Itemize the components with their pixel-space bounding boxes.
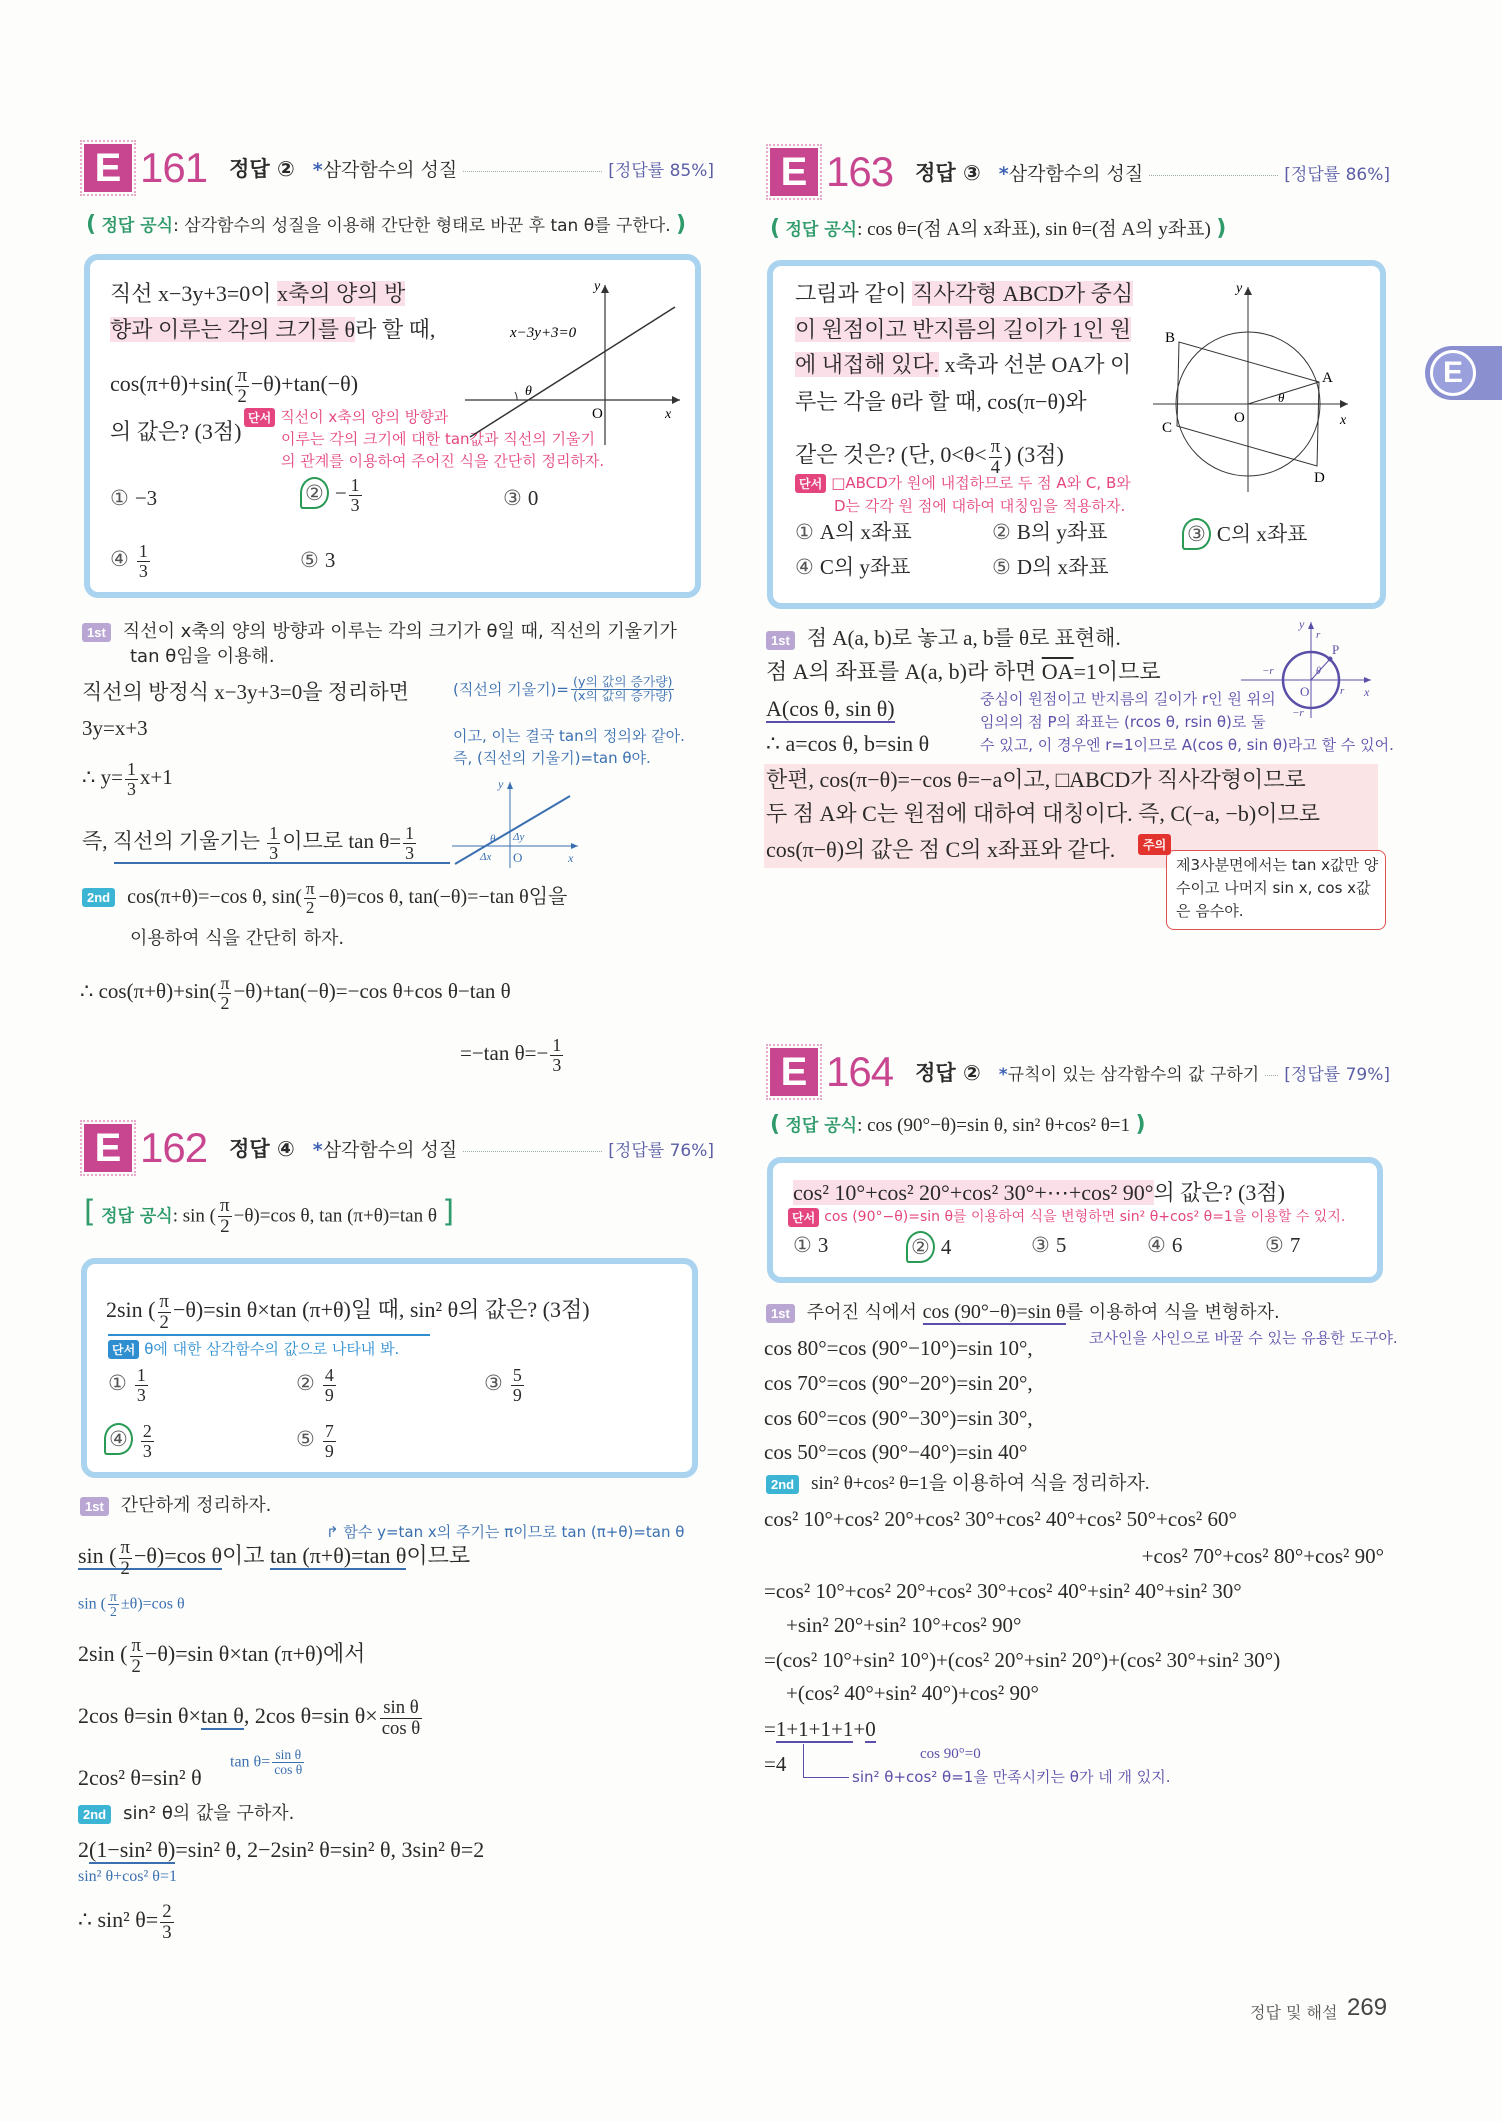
- solution-line: 직선의 방정식 x−3y+3=0을 정리하면: [82, 680, 409, 704]
- side-note-line: 중심이 원점이고 반지름의 길이가 r인 원 위의: [980, 690, 1276, 708]
- solution-line: 2(1−sin² θ)=sin² θ, 2−2sin² θ=sin² θ, 3sin² θ=2: [78, 1837, 485, 1862]
- section-badge: E: [770, 148, 818, 196]
- topic: *삼각함수의 성질: [312, 158, 458, 181]
- choice-4[interactable]: ④ 6: [1147, 1233, 1183, 1257]
- final-answer: =4: [764, 1752, 787, 1776]
- equation-line: +(cos² 40°+sin² 40°)+cos² 90°: [786, 1681, 1039, 1705]
- question-line: 직선 x−3y+3=0이 x축의 양의 방: [110, 281, 406, 306]
- choice-2[interactable]: ② − $\frac{1}{3}$: [300, 476, 364, 514]
- choice-5[interactable]: ⑤ D의 x좌표: [992, 555, 1109, 579]
- choice-3[interactable]: ③ 5: [1031, 1233, 1067, 1257]
- problem-161-header: [84, 140, 714, 196]
- arrow-connector: [803, 1744, 849, 1778]
- correct-rate: [정답률 79%]: [1284, 1064, 1390, 1085]
- choice-3[interactable]: ③ C의 x좌표: [1182, 518, 1307, 550]
- solution-line: cos 50°=cos (90°−40°)=sin 40°: [764, 1440, 1028, 1464]
- problem-163-header: [770, 144, 1390, 200]
- equation-line: +sin² 20°+sin² 10°+cos² 90°: [786, 1613, 1022, 1637]
- problem-164-header: [770, 1044, 1390, 1100]
- side-note: sin² θ+cos² θ=1: [78, 1868, 177, 1885]
- caution-line: 수이고 나머지 sin x, cos x값: [1176, 879, 1371, 897]
- side-note: cos 90°=0: [920, 1746, 981, 1762]
- page-number: 269: [1347, 1994, 1388, 2021]
- side-note-line: 임의의 점 P의 좌표는 (rcos θ, rsin θ)로 둘: [980, 713, 1266, 731]
- topic: *규칙이 있는 삼각함수의 값 구하기: [998, 1064, 1260, 1085]
- step-1: 1st 주어진 식에서 cos (90°−θ)=sin θ를 이용하여 식을 변형하자.: [766, 1298, 1280, 1327]
- solution-line: 두 점 A와 C는 원점에 대하여 대칭이다. 즉, C(−a, −b)이므로: [766, 801, 1321, 826]
- point-p-label: P: [1332, 642, 1340, 657]
- choice-3[interactable]: ③ 0: [503, 486, 539, 510]
- origin-label: O: [513, 850, 523, 865]
- leader-dots: [1149, 175, 1278, 176]
- circle-rectangle-graph: [1148, 282, 1358, 497]
- choice-5[interactable]: ⑤ 3: [300, 548, 336, 572]
- caution-line: 제3사분면에서는 tan x값만 양: [1176, 856, 1379, 874]
- unit-circle-graph: [1236, 618, 1376, 722]
- choice-2[interactable]: ② 4: [906, 1231, 951, 1263]
- hint: 단서 직선이 x축의 양의 방향과: [244, 406, 448, 428]
- side-note: sin ( $\frac{\pi}{2}$ ±θ)=cos θ: [78, 1589, 185, 1620]
- line-equation-label: x−3y+3=0: [510, 325, 577, 341]
- choice-5[interactable]: ⑤ 7: [1265, 1233, 1301, 1257]
- solution-line: cos(π−θ)의 값은 점 C의 x좌표와 같다.: [766, 837, 1116, 862]
- step-2: 2nd sin² θ+cos² θ=1을 이용하여 식을 정리하자.: [766, 1470, 1150, 1498]
- line-graph: [455, 280, 685, 455]
- question-line: 의 값은? (3점): [110, 419, 242, 444]
- choice-4[interactable]: ④ $\frac{2}{3}$: [104, 1422, 156, 1460]
- solution-line: ∴ a=cos θ, b=sin θ: [766, 731, 930, 756]
- solution-line: 한편, cos(π−θ)=−cos θ=−a이고, □ABCD가 직사각형이므로: [766, 767, 1306, 792]
- correct-rate: [정답률 85%]: [608, 160, 714, 181]
- question-line: 그림과 같이 직사각형 ABCD가 중심: [795, 281, 1134, 306]
- final-answer: ∴ sin² θ= $\frac{2}{3}$: [78, 1901, 172, 1943]
- choice-4[interactable]: ④ $\frac{1}{3}$: [110, 541, 148, 581]
- footer-label: 정답 및 해설: [1250, 2003, 1338, 2022]
- side-note-line: 이고, 이는 결국 tan의 정의와 같아.: [453, 727, 685, 745]
- hint-line: 이루는 각의 크기에 대한 tan값과 직선의 기울기: [281, 430, 596, 448]
- y-axis-label: y: [1299, 618, 1305, 631]
- answer-label: 정답 ②: [229, 157, 295, 181]
- origin-label: O: [1300, 684, 1310, 699]
- x-axis-label: x: [665, 407, 672, 422]
- question-line: 에 내접해 있다. x축과 선분 OA가 이: [795, 352, 1132, 377]
- theta-label: θ: [1278, 390, 1285, 405]
- delta-x-label: Δx: [480, 851, 492, 863]
- correct-rate: [정답률 86%]: [1284, 164, 1390, 185]
- point-d-label: D: [1314, 470, 1325, 486]
- r-label: r: [1316, 629, 1321, 641]
- side-note-line: 수 있고, 이 경우엔 r=1이므로 A(cos θ, sin θ)라고 할 수 있어.: [980, 736, 1394, 754]
- question-line: 같은 것은? (단, 0<θ< $\frac{\pi}{4}$ ) (3점): [795, 436, 1064, 478]
- answer-formula: ( 정답 공식: cos θ=(점 A의 x좌표), sin θ=(점 A의 y좌표) ): [770, 216, 1227, 241]
- theta-label: θ: [1316, 666, 1321, 677]
- chapter-tab-letter: E: [1430, 350, 1476, 396]
- answer-formula: ( 정답 공식: cos (90°−θ)=sin θ, sin² θ+cos² θ=1 ): [770, 1112, 1146, 1137]
- problem-number: 163: [826, 148, 894, 195]
- choice-4[interactable]: ④ C의 y좌표: [795, 555, 911, 579]
- equation-line: =cos² 10°+cos² 20°+cos² 30°+cos² 40°+sin² 40°+sin² 30°: [764, 1579, 1242, 1603]
- choice-1[interactable]: ① 3: [793, 1233, 829, 1257]
- theta-label: θ: [525, 384, 532, 399]
- problem-number: 161: [140, 144, 208, 191]
- choice-5[interactable]: ⑤ $\frac{7}{9}$: [296, 1421, 334, 1461]
- point-c-label: C: [1162, 420, 1173, 436]
- hint-line: 의 관계를 이용하여 주어진 식을 간단히 정리하자.: [281, 452, 605, 470]
- correct-answer-mark: ③: [1182, 518, 1211, 550]
- chapter-tab: [1425, 346, 1502, 400]
- step-2: 2nd cos(π+θ)=−cos θ, sin( $\frac{\pi}{2}$ −θ)=cos θ, tan(−θ)=−tan θ임을: [82, 880, 567, 917]
- answer-label: 정답 ②: [915, 1061, 981, 1085]
- side-note: (직선의 기울기)= $\frac{\text{(y의 값의 증가량)}}{\text{(x의 값의 증가량)}}$: [453, 675, 673, 705]
- problem-162-header: [84, 1120, 714, 1176]
- x-axis-label: x: [1364, 685, 1370, 699]
- final-answer: =−tan θ=− $\frac{1}{3}$: [460, 1035, 562, 1075]
- step-1: 1st 직선이 x축의 양의 방향과 이루는 각의 크기가 θ일 때, 직선의 기울기가: [82, 618, 677, 646]
- choice-2[interactable]: ② B의 y좌표: [992, 520, 1108, 544]
- caution-line: 은 음수야.: [1176, 902, 1244, 920]
- answer-label: 정답 ④: [229, 1137, 295, 1161]
- underline: [114, 862, 450, 864]
- section-badge: E: [84, 144, 132, 192]
- question-line: 이 원점이고 반지름의 길이가 1인 원: [795, 317, 1132, 342]
- solution-line: 즉, 직선의 기울기는 $\frac{1}{3}$ 이므로 tan θ= $\frac{1}{3}$: [82, 823, 415, 863]
- x-axis-label: x: [568, 851, 574, 865]
- hint: 단서 cos (90°−θ)=sin θ를 이용하여 식을 변형하면 sin² θ+cos² θ=1을 이용할 수 있지.: [788, 1206, 1345, 1228]
- origin-label: O: [592, 406, 603, 422]
- answer-label: 정답 ③: [915, 161, 981, 185]
- final-equation: ∴ cos(π+θ)+sin( $\frac{\pi}{2}$ −θ)+tan(−θ)=−cos θ+cos θ−tan θ: [80, 973, 511, 1013]
- topic: *삼각함수의 성질: [312, 1138, 458, 1161]
- r-label: r: [1340, 685, 1345, 697]
- theta-label: θ: [490, 833, 496, 845]
- side-note-line: 즉, (직선의 기울기)=tan θ야.: [453, 749, 651, 767]
- solution-line: A(cos θ, sin θ): [766, 696, 895, 721]
- solution-line: 점 A의 좌표를 A(a, b)라 하면 $\overline{OA}=1$이므로: [766, 659, 1161, 684]
- hint-line: D는 각각 원 점에 대하여 대칭임을 적용하자.: [834, 497, 1126, 515]
- underline: [108, 1334, 430, 1336]
- equation-line: =(cos² 10°+sin² 10°)+(cos² 20°+sin² 20°)+(cos² 30°+sin² 30°): [764, 1648, 1281, 1672]
- point-a-label: A: [1322, 370, 1333, 386]
- point-b-label: B: [1165, 330, 1176, 346]
- hint: 단서 θ에 대한 삼각함수의 값으로 나타내 봐.: [108, 1338, 399, 1360]
- problem-box: [81, 1258, 698, 1478]
- solution-line: cos 70°=cos (90°−20°)=sin 20°,: [764, 1371, 1033, 1395]
- side-note: sin² θ+cos² θ=1을 만족시키는 θ가 네 개 있지.: [852, 1768, 1171, 1786]
- leader-dots: [463, 1151, 602, 1152]
- choice-1[interactable]: ① A의 x좌표: [795, 520, 912, 544]
- x-axis-label: x: [1340, 413, 1347, 428]
- solution-line: ∴ y= $\frac{1}{3}$ x+1: [82, 759, 173, 799]
- side-note: 코사인을 사인으로 바꿀 수 있는 유용한 도구야.: [1089, 1329, 1398, 1347]
- y-axis-label: y: [498, 778, 504, 791]
- choice-1[interactable]: ① −3: [110, 486, 158, 510]
- answer-formula: [ 정답 공식: sin ( $\frac{\pi}{2}$ −θ)=cos θ, tan (π+θ)=tan θ ]: [84, 1194, 455, 1237]
- question-line: 루는 각을 θ라 할 때, cos(π−θ)와: [795, 389, 1087, 414]
- hint: 단서 □ABCD가 원에 내접하므로 두 점 A와 C, B와: [795, 472, 1131, 494]
- question-line: cos² 10°+cos² 20°+cos² 30°+⋯+cos² 90°의 값은? (3점): [793, 1180, 1285, 1205]
- choice-2[interactable]: ② $\frac{4}{9}$: [296, 1365, 334, 1405]
- answer-formula: ( 정답 공식: 삼각함수의 성질을 이용해 간단한 형태로 바꾼 후 tan θ를 구한다. ): [86, 212, 687, 237]
- equation-line: =1+1+1+1+0: [764, 1717, 876, 1741]
- delta-y-label: Δy: [513, 831, 525, 843]
- choice-1[interactable]: ① $\frac{1}{3}$: [108, 1365, 146, 1405]
- solution-line: sin ( $\frac{\pi}{2}$ −θ)=cos θ이고 tan (π+θ)=tan θ이므로: [78, 1537, 471, 1579]
- caution-badge: 주의: [1138, 834, 1171, 855]
- step-1: 1st 간단하게 정리하자.: [80, 1492, 271, 1520]
- step-1-line: tan θ임을 이용해.: [130, 646, 275, 667]
- question-line: 2sin ( $\frac{\pi}{2}$ −θ)=sin θ×tan (π+θ)일 때, sin² θ의 값은? (3점): [106, 1291, 590, 1333]
- section-badge: E: [770, 1048, 818, 1096]
- neg-r-label: −r: [1262, 665, 1274, 677]
- correct-answer-mark: ④: [104, 1423, 133, 1455]
- y-axis-label: y: [594, 280, 601, 294]
- question-line: 향과 이루는 각의 크기를 θ라 할 때,: [110, 317, 436, 342]
- problem-number: 162: [140, 1124, 208, 1171]
- solution-line: cos 60°=cos (90°−30°)=sin 30°,: [764, 1406, 1033, 1430]
- correct-answer-mark: ②: [906, 1231, 935, 1263]
- correct-rate: [정답률 76%]: [608, 1140, 714, 1161]
- side-note: tan θ= $\frac{\text{sin θ}}{\text{cos θ}}$: [230, 1747, 303, 1778]
- y-axis-label: y: [1236, 282, 1243, 296]
- equation-line: +cos² 70°+cos² 80°+cos² 90°: [1141, 1544, 1384, 1568]
- problem-number: 164: [826, 1048, 894, 1095]
- slope-graph: [450, 778, 585, 870]
- choice-3[interactable]: ③ $\frac{5}{9}$: [484, 1365, 522, 1405]
- solution-line: 2cos² θ=sin² θ: [78, 1765, 202, 1790]
- leader-dots: [1265, 1075, 1278, 1076]
- step-1: 1st 점 A(a, b)로 놓고 a, b를 θ로 표현해.: [766, 624, 1121, 654]
- step-2: 2nd sin² θ의 값을 구하자.: [78, 1800, 294, 1828]
- solution-line: 2cos θ=sin θ×tan θ, 2cos θ=sin θ× $\frac{\text{sin θ}}{\text{cos θ}}$: [78, 1697, 421, 1739]
- neg-r-label: −r: [1292, 707, 1304, 719]
- solution-line: 2sin ( $\frac{\pi}{2}$ −θ)=sin θ×tan (π+θ)에서: [78, 1635, 366, 1677]
- leader-dots: [463, 171, 602, 172]
- topic: *삼각함수의 성질: [998, 162, 1144, 185]
- solution-line: cos 80°=cos (90°−10°)=sin 10°,: [764, 1336, 1033, 1360]
- side-note: ↱ 함수 y=tan x의 주기는 π이므로 tan (π+θ)=tan θ: [326, 1523, 685, 1541]
- step-2-line: 이용하여 식을 간단히 하자.: [130, 928, 345, 949]
- solution-line: 3y=x+3: [82, 716, 148, 740]
- correct-answer-mark: ②: [300, 477, 329, 509]
- equation-line: cos² 10°+cos² 20°+cos² 30°+cos² 40°+cos² 50°+cos² 60°: [764, 1507, 1237, 1531]
- question-expression: cos(π+θ)+sin( $\frac{\pi}{2}$ −θ)+tan(−θ): [110, 365, 359, 407]
- section-badge: E: [84, 1124, 132, 1172]
- origin-label: O: [1234, 410, 1245, 426]
